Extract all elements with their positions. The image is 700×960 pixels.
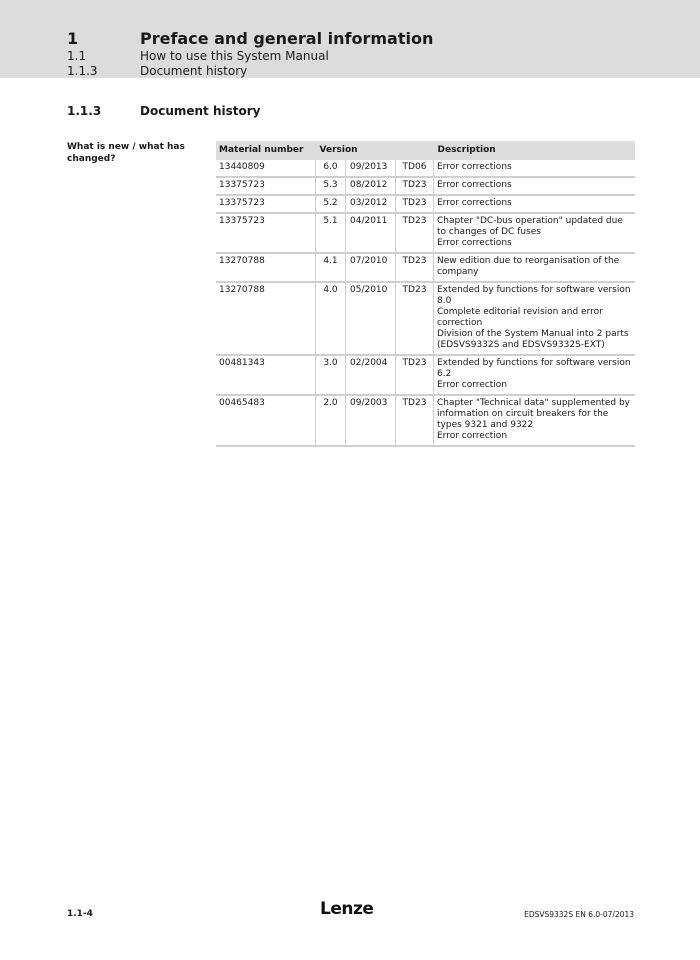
description-line: Error corrections xyxy=(437,238,512,248)
table-row xyxy=(216,355,635,395)
date-cell: 04/2011 xyxy=(346,213,396,253)
table-row xyxy=(216,213,635,253)
version-cell: 3.0 xyxy=(316,355,346,395)
header-description: Description xyxy=(434,141,636,160)
document-history-table xyxy=(216,141,635,447)
date-cell: 07/2010 xyxy=(346,253,396,282)
material-cell: 13375723 xyxy=(216,195,316,213)
table-row xyxy=(216,282,635,355)
date-cell: 09/2013 xyxy=(346,160,396,177)
chapter-title: Preface and general information xyxy=(140,29,434,48)
version-cell: 2.0 xyxy=(316,395,346,446)
description-cell xyxy=(434,253,636,282)
date-cell: 02/2004 xyxy=(346,355,396,395)
page-number: 1.1-4 xyxy=(67,909,93,919)
table-row xyxy=(216,160,635,177)
description-cell xyxy=(434,355,636,395)
material-cell: 00481343 xyxy=(216,355,316,395)
subsubsection-number: 1.1.3 xyxy=(67,64,98,78)
version-cell: 6.0 xyxy=(316,160,346,177)
material-cell: 13375723 xyxy=(216,213,316,253)
header-material-number: Material number xyxy=(216,141,316,160)
description-cell xyxy=(434,282,636,355)
material-cell: 13270788 xyxy=(216,282,316,355)
subsection-title: How to use this System Manual xyxy=(140,49,329,63)
description-cell xyxy=(434,213,636,253)
description-cell xyxy=(434,395,636,446)
description-line: Chapter "DC-bus operation" updated due to changes of DC fuses xyxy=(437,216,623,237)
material-cell: 13270788 xyxy=(216,253,316,282)
description-line: Extended by functions for software version 8.0 xyxy=(437,285,631,306)
table-row xyxy=(216,177,635,195)
date-cell: 09/2003 xyxy=(346,395,396,446)
description-line: Chapter "Technical data" supplemented by information on circuit breakers for the types 9321 and 9322 xyxy=(437,398,630,430)
table-row xyxy=(216,395,635,446)
table-row xyxy=(216,195,635,213)
td-code-cell: TD06 xyxy=(396,160,434,177)
version-cell: 5.2 xyxy=(316,195,346,213)
version-cell: 4.1 xyxy=(316,253,346,282)
version-cell: 5.3 xyxy=(316,177,346,195)
subsubsection-title: Document history xyxy=(140,64,248,78)
table-header-row xyxy=(216,141,635,160)
description-line: Error correction xyxy=(437,380,508,390)
version-cell: 5.1 xyxy=(316,213,346,253)
table-row xyxy=(216,253,635,282)
table-body xyxy=(216,160,635,446)
description-line: New edition due to reorganisation of the company xyxy=(437,256,620,277)
date-cell: 03/2012 xyxy=(346,195,396,213)
description-cell xyxy=(434,160,636,177)
header-version: Version xyxy=(316,141,434,160)
description-line: Division of the System Manual into 2 parts (EDSVS9332S and EDSVS9332S-EXT) xyxy=(437,329,629,350)
document-id: EDSVS9332S EN 6.0-07/2013 xyxy=(524,910,634,919)
version-cell: 4.0 xyxy=(316,282,346,355)
td-code-cell: TD23 xyxy=(396,395,434,446)
section-title: Document history xyxy=(140,104,261,118)
description-line: Complete editorial revision and error correction xyxy=(437,307,603,328)
lenze-logo: Lenze xyxy=(320,899,374,919)
td-code-cell: TD23 xyxy=(396,282,434,355)
material-cell: 00465483 xyxy=(216,395,316,446)
side-label: What is new / what has changed? xyxy=(67,142,185,164)
section-number: 1.1.3 xyxy=(67,104,102,118)
material-cell: 13440809 xyxy=(216,160,316,177)
td-code-cell: TD23 xyxy=(396,177,434,195)
td-code-cell: TD23 xyxy=(396,355,434,395)
description-line: Extended by functions for software version 6.2 xyxy=(437,358,631,379)
td-code-cell: TD23 xyxy=(396,195,434,213)
chapter-number: 1 xyxy=(67,29,79,48)
subsection-number: 1.1 xyxy=(67,49,87,63)
td-code-cell: TD23 xyxy=(396,213,434,253)
description-cell xyxy=(434,177,636,195)
description-line: Error correction xyxy=(437,431,508,441)
description-line: Error corrections xyxy=(437,198,512,208)
description-cell xyxy=(434,195,636,213)
description-line: Error corrections xyxy=(437,162,512,172)
date-cell: 05/2010 xyxy=(346,282,396,355)
td-code-cell: TD23 xyxy=(396,253,434,282)
date-cell: 08/2012 xyxy=(346,177,396,195)
description-line: Error corrections xyxy=(437,180,512,190)
material-cell: 13375723 xyxy=(216,177,316,195)
